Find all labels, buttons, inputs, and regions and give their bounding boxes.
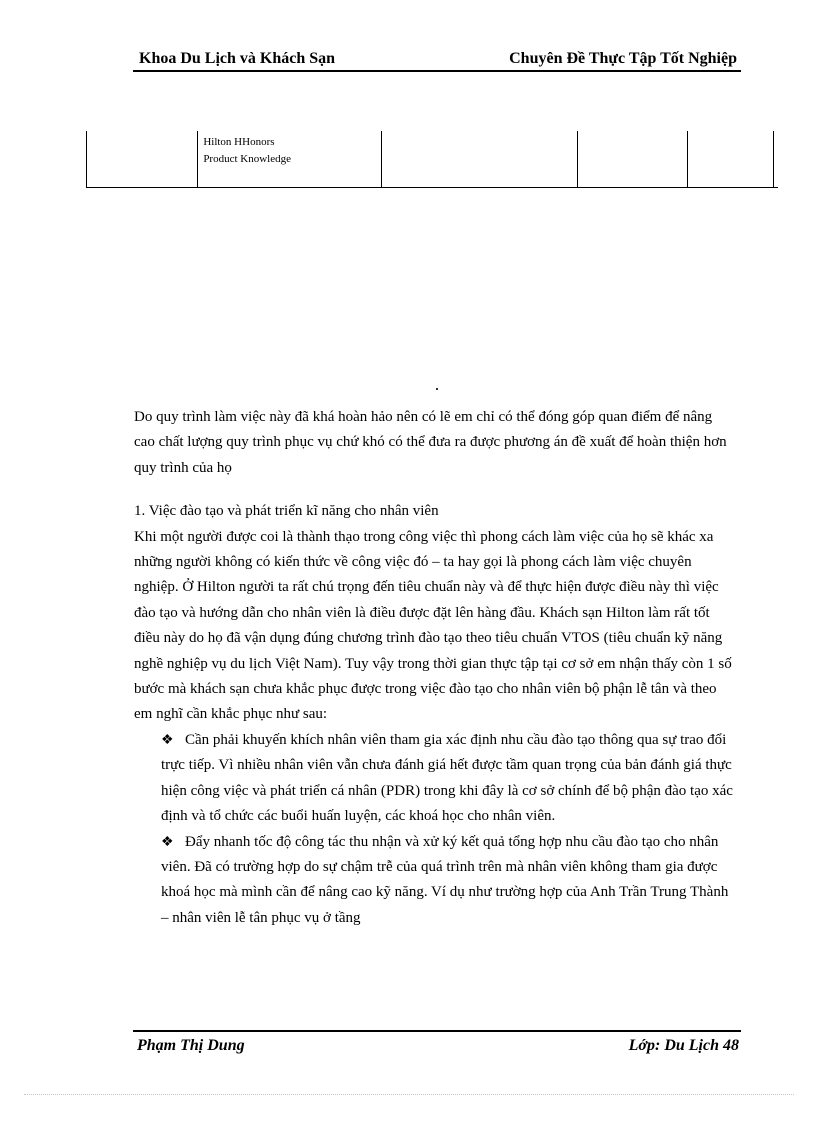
header-faculty: Khoa Du Lịch và Khách Sạn [139,50,336,67]
course-name-line2: Product Knowledge [203,153,291,165]
main-content [134,405,734,931]
table-cell [773,131,778,188]
stray-dot [436,388,438,390]
table-cell-course [198,131,382,188]
course-name-line1: Hilton HHonors [203,136,275,148]
bullet-text: Đẩy nhanh tốc độ công tác thu nhận và xử ký kết quả tổng hợp nhu cầu đào tạo cho nhân viên. Đã có trường hợp do sự chậm trễ của quá trình trên mà nhân viên không tham gia được khoá học mà mình cần để nâng cao kỹ năng. Ví dụ như trường hợp của Anh Trần Trung Thành – nhân viên lễ tân phục vụ ở tầng [161,833,729,926]
training-table-fragment [86,131,778,188]
table-cell [578,131,687,188]
bullet-item [134,728,734,830]
page-bottom-divider [24,1094,794,1095]
bullet-item [134,830,734,932]
table-cell [382,131,578,188]
section-heading: 1. Việc đào tạo và phát triển kĩ năng cho nhân viên [134,503,439,520]
intro-paragraph: Do quy trình làm việc này đã khá hoàn hảo nên có lẽ em chỉ có thể đóng góp quan điểm để nâng cao chất lượng quy trình phục vụ chứ khó có thể đưa ra được phương án đề xuất để hoàn thiện hơn quy trình của họ [134,409,727,476]
footer-class: Lớp: Du Lịch 48 [628,1037,739,1054]
section-paragraph: Khi một người được coi là thành thạo trong công việc thì phong cách làm việc của họ sẽ khác xa những người không có kiến thức về công việc đó – ta hay gọi là phong cách làm việc chuyên nghiệp. Ở Hilton người ta rất chú trọng đến tiêu chuẩn này và để thực hiện được điều này thì việc đào tạo và hướng dẫn cho nhân viên là điều được đặt lên hàng đầu. Khách sạn Hilton làm rất tốt điều này do họ đã vận dụng đúng chương trình đào tạo theo tiêu chuẩn VTOS (tiêu chuẩn kỹ năng nghề nghiệp vụ du lịch Việt Nam). Tuy vậy trong thời gian thực tập tại cơ sở em nhận thấy còn 1 số bước mà khách sạn chưa khắc phục được trong việc đào tạo cho nhân viên bộ phận lễ tân và theo em nghĩ cần khắc phục như sau: [134,528,732,723]
diamond-bullet-icon: ❖ [161,834,174,850]
paragraph-spacer [134,481,734,499]
bullet-text: Cần phải khuyến khích nhân viên tham gia xác định nhu cầu đào tạo thông qua sự trao đổi trực tiếp. Vì nhiều nhân viên vẫn chưa đánh giá hết được tầm quan trọng của bản đánh giá thực hiện công việc và phát triển cá nhân (PDR) trong khi đây là cơ sở chính để bộ phận đào tạo xác định và tổ chức các buổi huấn luyện, các khoá học cho nhân viên. [161,731,733,825]
page-header [133,48,741,72]
page-footer [133,1030,741,1054]
table-cell [687,131,773,188]
diamond-bullet-icon: ❖ [161,732,174,748]
table-cell [87,131,198,188]
table-row [87,131,779,188]
footer-author: Phạm Thị Dung [137,1037,245,1054]
header-report-title: Chuyên Đề Thực Tập Tốt Nghiệp [509,50,737,67]
